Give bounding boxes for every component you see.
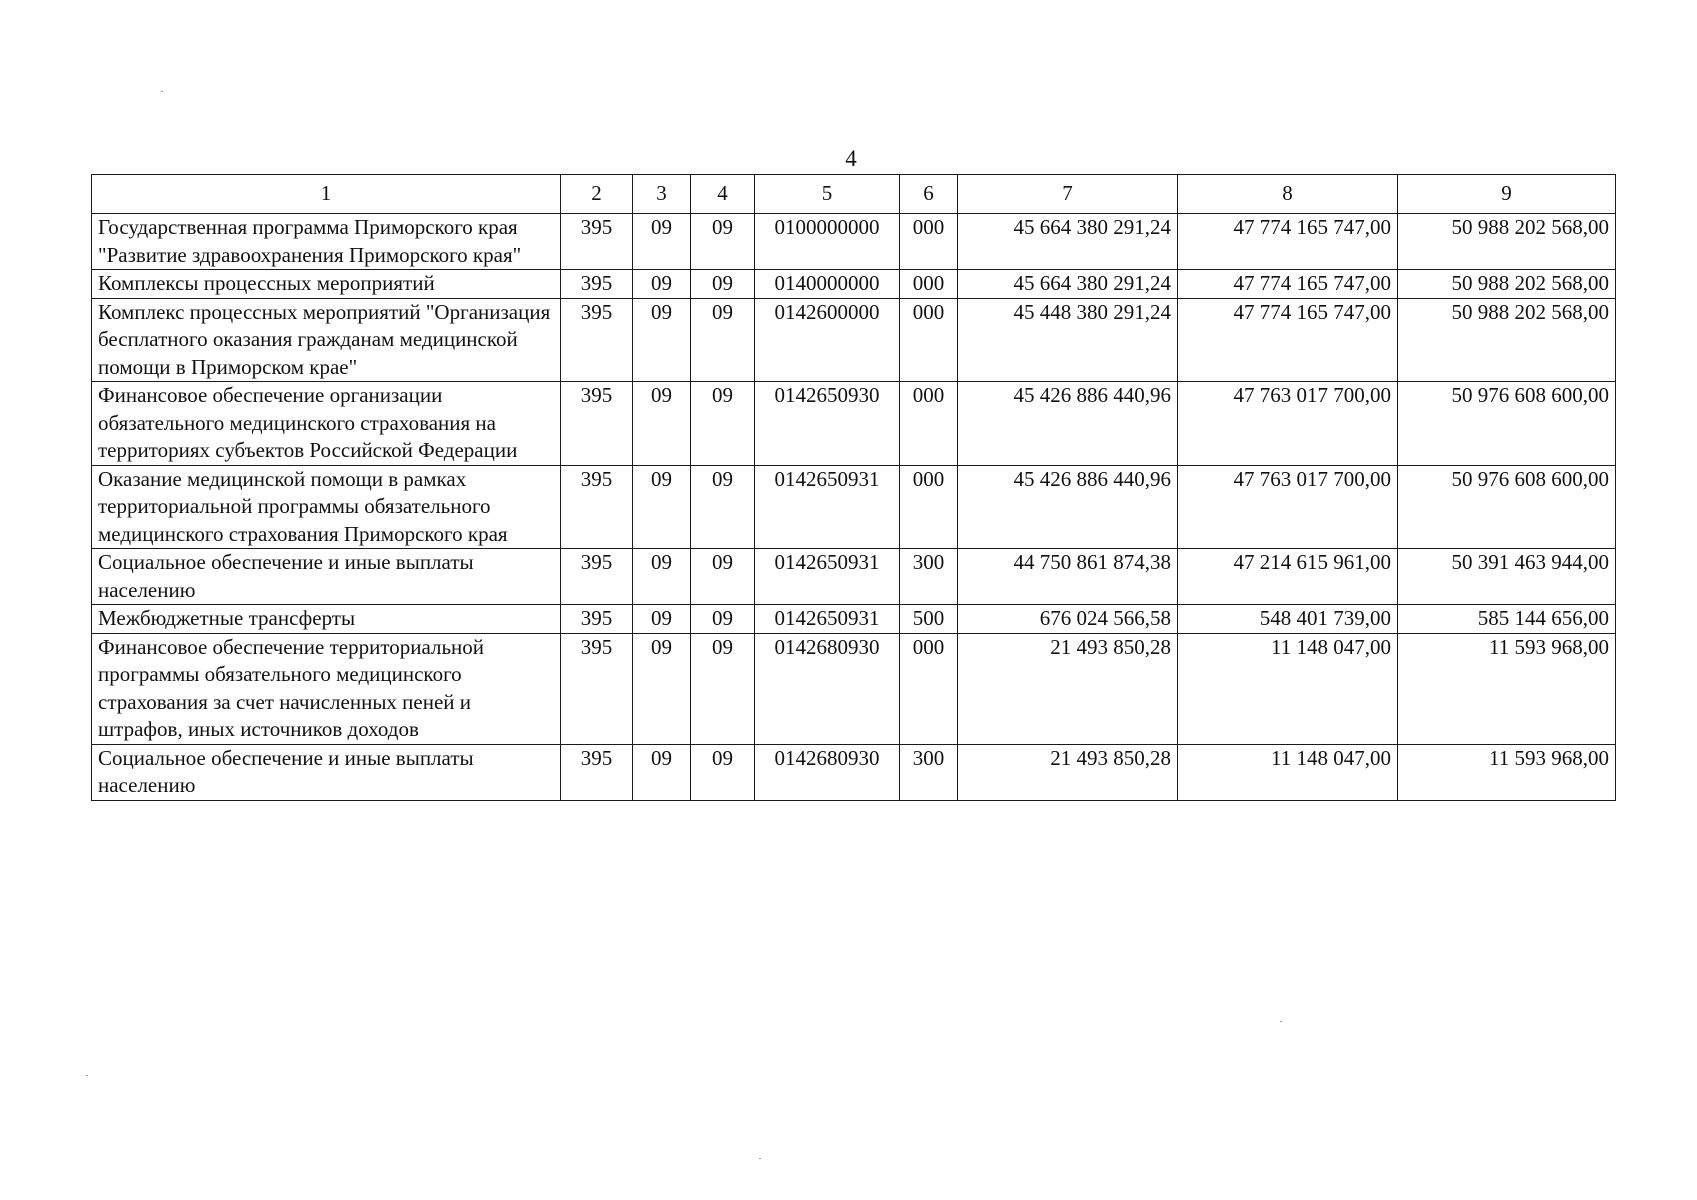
- amount-col7: 676 024 566,58: [958, 605, 1178, 634]
- amount-col7: 45 426 886 440,96: [958, 382, 1178, 466]
- row-name: Социальное обеспечение и иные выплаты населению: [92, 744, 561, 800]
- amount-col9: 11 593 968,00: [1398, 744, 1616, 800]
- header-cell: 7: [958, 175, 1178, 214]
- expense-type-code: 000: [900, 270, 958, 299]
- header-row: [92, 175, 1616, 214]
- amount-col9: 11 593 968,00: [1398, 633, 1616, 744]
- row-name: Финансовое обеспечение организации обязательного медицинского страхования на территориях субъектов Российской Федерации: [92, 382, 561, 466]
- target-article-code: 0142680930: [755, 633, 900, 744]
- subsection-code: 09: [691, 605, 755, 634]
- amount-col8: 11 148 047,00: [1178, 633, 1398, 744]
- amount-col8: 11 148 047,00: [1178, 744, 1398, 800]
- scan-speck: [161, 91, 163, 92]
- header-cell: 1: [92, 175, 561, 214]
- target-article-code: 0142650930: [755, 382, 900, 466]
- row-name: Оказание медицинской помощи в рамках территориальной программы обязательного медицинского страхования Приморского края: [92, 465, 561, 549]
- subsection-code: 09: [691, 382, 755, 466]
- table-row: [92, 744, 1616, 800]
- amount-col7: 45 664 380 291,24: [958, 214, 1178, 270]
- amount-col8: 47 774 165 747,00: [1178, 214, 1398, 270]
- section-code: 09: [633, 465, 691, 549]
- amount-col7: 45 664 380 291,24: [958, 270, 1178, 299]
- amount-col8: 47 763 017 700,00: [1178, 382, 1398, 466]
- subsection-code: 09: [691, 744, 755, 800]
- page-number: 4: [845, 146, 857, 171]
- table-row: [92, 214, 1616, 270]
- section-code: 09: [633, 298, 691, 382]
- amount-col8: 47 774 165 747,00: [1178, 270, 1398, 299]
- scan-speck: [759, 1158, 761, 1159]
- header-cell: 9: [1398, 175, 1616, 214]
- amount-col9: 50 988 202 568,00: [1398, 214, 1616, 270]
- expense-type-code: 500: [900, 605, 958, 634]
- amount-col8: 548 401 739,00: [1178, 605, 1398, 634]
- amount-col9: 50 988 202 568,00: [1398, 270, 1616, 299]
- table-row: [92, 298, 1616, 382]
- scan-speck: [1280, 1021, 1282, 1022]
- section-code: 09: [633, 270, 691, 299]
- section-code: 09: [633, 382, 691, 466]
- amount-col7: 21 493 850,28: [958, 633, 1178, 744]
- row-name: Комплексы процессных мероприятий: [92, 270, 561, 299]
- amount-col9: 50 391 463 944,00: [1398, 549, 1616, 605]
- table-row: [92, 549, 1616, 605]
- admin-code: 395: [561, 744, 633, 800]
- subsection-code: 09: [691, 298, 755, 382]
- amount-col8: 47 774 165 747,00: [1178, 298, 1398, 382]
- admin-code: 395: [561, 270, 633, 299]
- admin-code: 395: [561, 298, 633, 382]
- section-code: 09: [633, 214, 691, 270]
- target-article-code: 0142650931: [755, 465, 900, 549]
- admin-code: 395: [561, 382, 633, 466]
- row-name: Государственная программа Приморского края "Развитие здравоохранения Приморского края": [92, 214, 561, 270]
- expense-type-code: 000: [900, 465, 958, 549]
- budget-table: [91, 174, 1616, 801]
- row-name: Финансовое обеспечение территориальной программы обязательного медицинского страхования за счет начисленных пеней и штрафов, иных источников доходов: [92, 633, 561, 744]
- amount-col8: 47 214 615 961,00: [1178, 549, 1398, 605]
- target-article-code: 0140000000: [755, 270, 900, 299]
- header-cell: 8: [1178, 175, 1398, 214]
- amount-col7: 44 750 861 874,38: [958, 549, 1178, 605]
- target-article-code: 0100000000: [755, 214, 900, 270]
- section-code: 09: [633, 605, 691, 634]
- amount-col7: 45 426 886 440,96: [958, 465, 1178, 549]
- target-article-code: 0142600000: [755, 298, 900, 382]
- table-row: [92, 270, 1616, 299]
- header-cell: 3: [633, 175, 691, 214]
- subsection-code: 09: [691, 270, 755, 299]
- scan-speck: [86, 1075, 88, 1076]
- expense-type-code: 300: [900, 744, 958, 800]
- amount-col7: 45 448 380 291,24: [958, 298, 1178, 382]
- admin-code: 395: [561, 549, 633, 605]
- subsection-code: 09: [691, 465, 755, 549]
- table-row: [92, 605, 1616, 634]
- expense-type-code: 000: [900, 214, 958, 270]
- amount-col9: 585 144 656,00: [1398, 605, 1616, 634]
- amount-col9: 50 976 608 600,00: [1398, 465, 1616, 549]
- row-name: Межбюджетные трансферты: [92, 605, 561, 634]
- header-cell: 5: [755, 175, 900, 214]
- target-article-code: 0142650931: [755, 549, 900, 605]
- subsection-code: 09: [691, 633, 755, 744]
- row-name: Социальное обеспечение и иные выплаты населению: [92, 549, 561, 605]
- target-article-code: 0142650931: [755, 605, 900, 634]
- section-code: 09: [633, 549, 691, 605]
- admin-code: 395: [561, 214, 633, 270]
- table-row: [92, 465, 1616, 549]
- expense-type-code: 000: [900, 633, 958, 744]
- admin-code: 395: [561, 633, 633, 744]
- row-name: Комплекс процессных мероприятий "Организация бесплатного оказания гражданам медицинской помощи в Приморском крае": [92, 298, 561, 382]
- subsection-code: 09: [691, 549, 755, 605]
- section-code: 09: [633, 633, 691, 744]
- table-row: [92, 633, 1616, 744]
- expense-type-code: 300: [900, 549, 958, 605]
- header-cell: 2: [561, 175, 633, 214]
- expense-type-code: 000: [900, 382, 958, 466]
- target-article-code: 0142680930: [755, 744, 900, 800]
- expense-type-code: 000: [900, 298, 958, 382]
- header-cell: 4: [691, 175, 755, 214]
- subsection-code: 09: [691, 214, 755, 270]
- section-code: 09: [633, 744, 691, 800]
- admin-code: 395: [561, 465, 633, 549]
- amount-col9: 50 976 608 600,00: [1398, 382, 1616, 466]
- amount-col8: 47 763 017 700,00: [1178, 465, 1398, 549]
- admin-code: 395: [561, 605, 633, 634]
- table-row: [92, 382, 1616, 466]
- header-cell: 6: [900, 175, 958, 214]
- amount-col9: 50 988 202 568,00: [1398, 298, 1616, 382]
- amount-col7: 21 493 850,28: [958, 744, 1178, 800]
